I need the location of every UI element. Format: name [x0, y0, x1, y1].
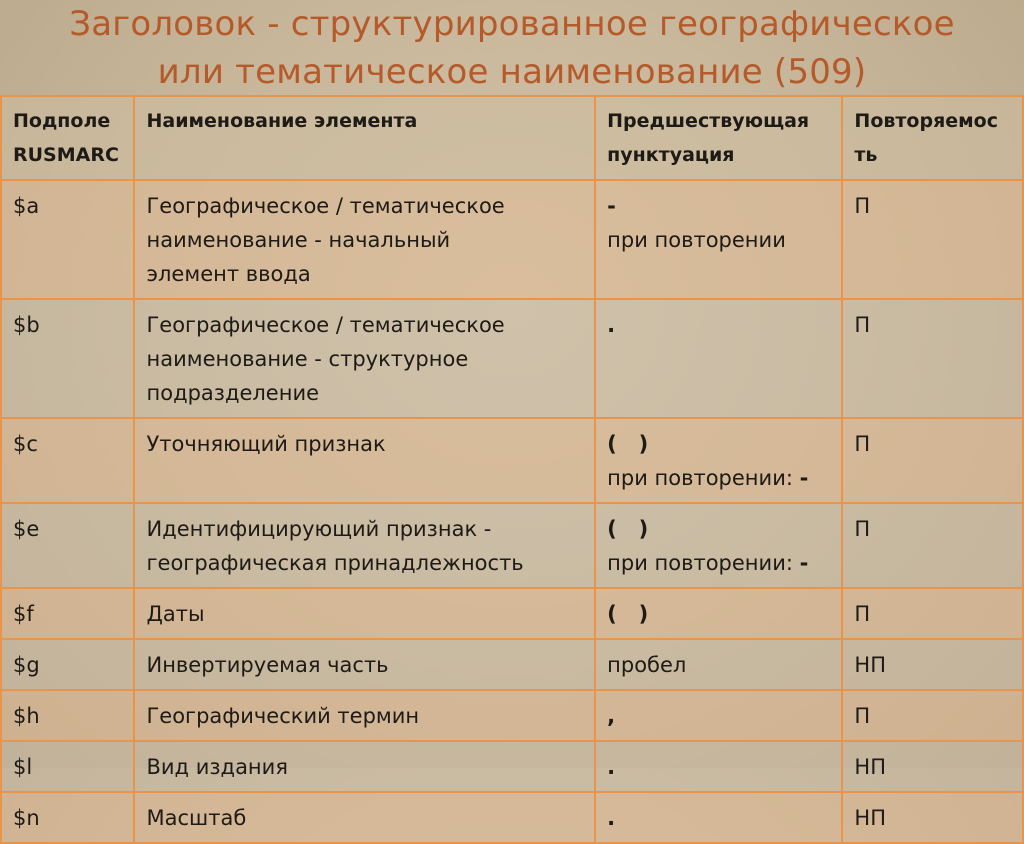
- element-name-cell: Вид издания: [134, 741, 595, 792]
- subfield-cell: $f: [1, 588, 134, 639]
- table-header-row: [1, 96, 1023, 180]
- table-row: [1, 639, 1023, 690]
- repeatability-cell: П: [842, 503, 1023, 588]
- repeatability-cell: П: [842, 588, 1023, 639]
- element-name-cell: Масштаб: [134, 792, 595, 843]
- header-subfield: Подполе RUSMARC: [1, 96, 134, 180]
- repeatability-cell: НП: [842, 639, 1023, 690]
- punctuation-cell: - при повторении: [595, 180, 842, 299]
- repeatability-cell: НП: [842, 792, 1023, 843]
- punctuation-cell: ( ): [595, 588, 842, 639]
- element-name-cell: Географическое / тематическое наименование - структурное подразделение: [134, 299, 595, 418]
- subfield-cell: $c: [1, 418, 134, 503]
- header-repeatability: Повторяемос ть: [842, 96, 1023, 180]
- punctuation-cell: .: [595, 792, 842, 843]
- punctuation-cell: пробел: [595, 639, 842, 690]
- subfield-cell: $b: [1, 299, 134, 418]
- title-line-1: Заголовок - структурированное географическое: [69, 4, 955, 44]
- element-name-cell: Идентифицирующий признак - географическая принадлежность: [134, 503, 595, 588]
- table-row: [1, 690, 1023, 741]
- punctuation-cell: ,: [595, 690, 842, 741]
- table-row: [1, 180, 1023, 299]
- table-row: [1, 503, 1023, 588]
- repeatability-cell: П: [842, 418, 1023, 503]
- element-name-cell: Уточняющий признак: [134, 418, 595, 503]
- repeatability-cell: НП: [842, 741, 1023, 792]
- element-name-cell: Географическое / тематическое наименование - начальный элемент ввода: [134, 180, 595, 299]
- table-row: [1, 792, 1023, 843]
- element-name-cell: Географический термин: [134, 690, 595, 741]
- subfield-cell: $l: [1, 741, 134, 792]
- subfield-cell: $e: [1, 503, 134, 588]
- slide-title: [0, 0, 1024, 94]
- rusmarc-509-table: [0, 95, 1024, 844]
- punctuation-cell: ( ) при повторении: -: [595, 418, 842, 503]
- header-punctuation: Предшествующая пунктуация: [595, 96, 842, 180]
- table-row: [1, 299, 1023, 418]
- repeatability-cell: П: [842, 180, 1023, 299]
- repeatability-cell: П: [842, 690, 1023, 741]
- element-name-cell: Даты: [134, 588, 595, 639]
- header-element-name: Наименование элемента: [134, 96, 595, 180]
- title-line-2: или тематическое наименование (509): [157, 52, 867, 92]
- punctuation-cell: .: [595, 741, 842, 792]
- subfield-cell: $n: [1, 792, 134, 843]
- punctuation-cell: ( ) при повторении: -: [595, 503, 842, 588]
- table-row: [1, 418, 1023, 503]
- table-row: [1, 588, 1023, 639]
- subfield-cell: $h: [1, 690, 134, 741]
- element-name-cell: Инвертируемая часть: [134, 639, 595, 690]
- repeatability-cell: П: [842, 299, 1023, 418]
- subfield-cell: $a: [1, 180, 134, 299]
- punctuation-cell: .: [595, 299, 842, 418]
- subfield-cell: $g: [1, 639, 134, 690]
- table-row: [1, 741, 1023, 792]
